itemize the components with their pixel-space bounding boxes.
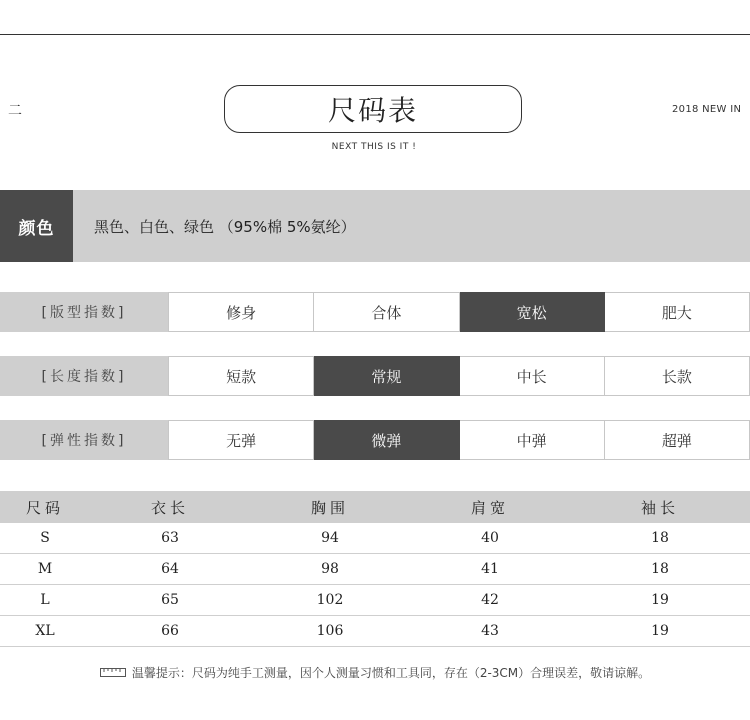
column-header-chest: 胸围 <box>250 491 410 523</box>
rating-row-stretch <box>0 420 750 460</box>
table-cell: S <box>0 523 90 554</box>
rating-option-selected: 宽松 <box>460 292 605 332</box>
column-header-sleeve: 袖长 <box>570 491 750 523</box>
rating-label-stretch: [弹性指数] <box>0 420 168 460</box>
table-cell: M <box>0 554 90 585</box>
table-cell: 66 <box>90 616 250 647</box>
rating-option: 长款 <box>605 356 750 396</box>
table-cell: 63 <box>90 523 250 554</box>
rating-option: 中长 <box>460 356 605 396</box>
rating-row-fit <box>0 292 750 332</box>
table-cell: 19 <box>570 585 750 616</box>
column-header-shoulder: 肩宽 <box>410 491 570 523</box>
page-title <box>224 85 522 133</box>
rating-option: 无弹 <box>168 420 314 460</box>
size-table <box>0 491 750 647</box>
color-description: 黑色、白色、绿色 （95%棉 5%氨纶） <box>94 217 356 236</box>
color-label: 颜色 <box>0 190 73 262</box>
table-cell: 43 <box>410 616 570 647</box>
table-cell: 64 <box>90 554 250 585</box>
rating-row-length <box>0 356 750 396</box>
rating-option: 修身 <box>168 292 314 332</box>
new-in-label: 2018 NEW IN <box>672 104 742 115</box>
page-subtitle: NEXT THIS IS IT ! <box>331 142 417 152</box>
table-cell: 98 <box>250 554 410 585</box>
rating-option: 合体 <box>314 292 459 332</box>
table-cell: 65 <box>90 585 250 616</box>
table-cell: 102 <box>250 585 410 616</box>
table-cell: 40 <box>410 523 570 554</box>
table-cell: 94 <box>250 523 410 554</box>
rating-option-selected: 常规 <box>314 356 459 396</box>
table-cell: 18 <box>570 523 750 554</box>
rating-label-fit: [版型指数] <box>0 292 168 332</box>
table-cell: 42 <box>410 585 570 616</box>
table-cell: 18 <box>570 554 750 585</box>
ruler-icon <box>100 666 126 680</box>
rating-option: 短款 <box>168 356 314 396</box>
top-divider <box>0 34 750 35</box>
rating-option: 中弹 <box>460 420 605 460</box>
measurement-note <box>0 664 750 681</box>
table-row <box>0 554 750 585</box>
table-row <box>0 616 750 647</box>
left-mark: 二 <box>8 103 22 119</box>
table-cell: L <box>0 585 90 616</box>
table-row <box>0 585 750 616</box>
rating-option: 肥大 <box>605 292 750 332</box>
rating-label-length: [长度指数] <box>0 356 168 396</box>
table-cell: 19 <box>570 616 750 647</box>
rating-option-selected: 微弹 <box>314 420 459 460</box>
size-table-header <box>0 491 750 523</box>
table-cell: 41 <box>410 554 570 585</box>
column-header-size: 尺码 <box>0 491 90 523</box>
table-row <box>0 523 750 554</box>
page-title-text: 尺码表 <box>327 94 418 127</box>
rating-option: 超弹 <box>605 420 750 460</box>
table-cell: 106 <box>250 616 410 647</box>
table-cell: XL <box>0 616 90 647</box>
color-info-band <box>0 190 750 262</box>
column-header-length: 衣长 <box>90 491 250 523</box>
note-text: 温馨提示：尺码为纯手工测量，因个人测量习惯和工具同，存在（2-3CM）合理误差，敬请谅解。 <box>131 666 651 680</box>
